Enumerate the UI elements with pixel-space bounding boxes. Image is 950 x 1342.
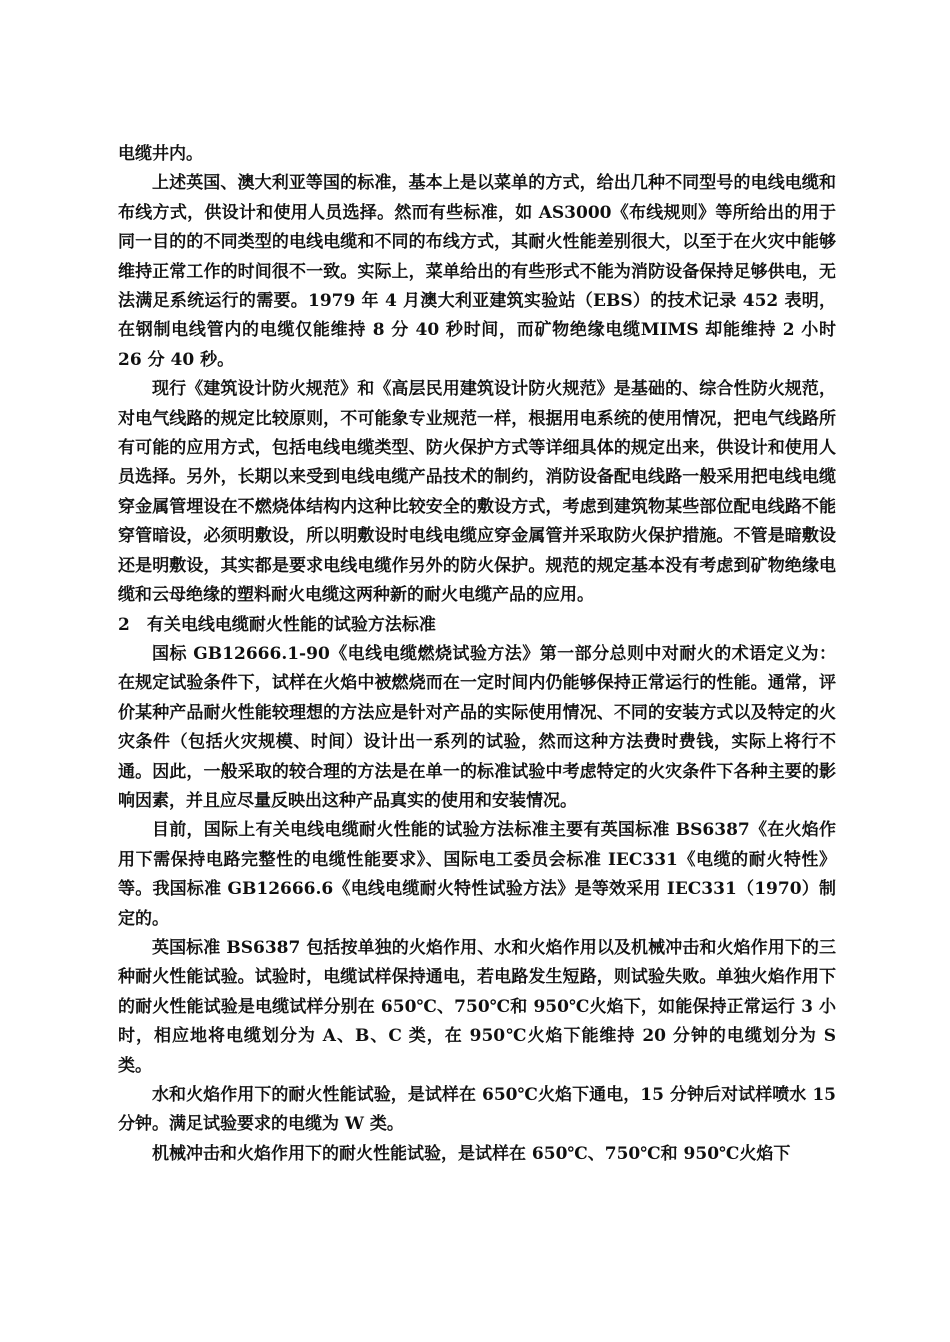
paragraph-foreign-standards: 上述英国、澳大利亚等国的标准，基本上是以菜单的方式，给出几种不同型号的电线电缆和布线方式，供设计和使用人员选择。然而有些标准，如 AS3000《布线规则》等所给出的用于同一目的的不同类型的电线电缆和不同的布线方式，其耐火性能差别很大，以至于在火灾中能够维持正常工作的时间很不一致。实际上，菜单给出的有些形式不能为消防设备保持足够供电，无法满足系统运行的需要。1979 年 4 月澳大利亚建筑实验站（EBS）的技术记录 452 表明，在钢制电线管内的电缆仅能维持 8 分 40 秒时间，而矿物绝缘电缆MIMS 却能维持 2 小时 26 分 40 秒。	[118, 173, 836, 370]
paragraph-bs6387: 英国标准 BS6387 包括按单独的火焰作用、水和火焰作用以及机械冲击和火焰作用下的三种耐火性能试验。试验时，电缆试样保持通电，若电路发生短路，则试验失败。单独火焰作用下的耐火性能试验是电缆试样分别在 650℃、750℃和 950℃火焰下，如能保持正常运行 3 小时，相应地将电缆划分为 A、B、C 类，在 950℃火焰下能维持 20 分钟的电缆划分为 S 类。	[118, 937, 836, 1076]
document-body	[118, 140, 836, 1169]
section-heading: 2 有关电线电缆耐火性能的试验方法标准	[118, 614, 436, 635]
paragraph-continuation: 电缆井内。	[118, 144, 203, 164]
paragraph-current-codes: 现行《建筑设计防火规范》和《高层民用建筑设计防火规范》是基础的、综合性防火规范，对电气线路的规定比较原则，不可能象专业规范一样，根据用电系统的使用情况，把电气线路所有可能的应用方式，包括电线电缆类型、防火保护方式等详细具体的规定出来，供设计和使用人员选择。另外，长期以来受到电线电缆产品技术的制约，消防设备配电线路一般采用把电线电缆穿金属管埋设在不燃烧体结构内这种比较安全的敷设方式，考虑到建筑物某些部位配电线路不能穿管暗设，必须明敷设，所以明敷设时电线电缆应穿金属管并采取防火保护措施。不管是暗敷设还是明敷设，其实都是要求电线电缆作另外的防火保护。规范的规定基本没有考虑到矿物绝缘电缆和云母绝缘的塑料耐火电缆这两种新的耐火电缆产品的应用。	[118, 379, 836, 606]
paragraph-international-standards: 目前，国际上有关电线电缆耐火性能的试验方法标准主要有英国标准 BS6387《在火焰作用下需保持电路完整性的电缆性能要求》、国际电工委员会标准 IEC331《电缆的耐火特性》等。我国标准 GB12666.6《电线电缆耐火特性试验方法》是等效采用 IEC331（1970）制定的。	[118, 820, 836, 929]
paragraph-mechanical-fire-test: 机械冲击和火焰作用下的耐火性能试验，是试样在 650℃、750℃和 950℃火焰下	[152, 1143, 791, 1164]
paragraph-gb-definition: 国标 GB12666.1-90《电线电缆燃烧试验方法》第一部分总则中对耐火的术语定义为：在规定试验条件下，试样在火焰中被燃烧而在一定时间内仍能够保持正常运行的性能。通常，评价某种产品耐火性能较理想的方法应是针对产品的实际使用情况、不同的安装方式以及特定的火灾条件（包括火灾规模、时间）设计出一系列的试验，然而这种方法费时费钱，实际上将行不通。因此，一般采取的较合理的方法是在单一的标准试验中考虑特定的火灾条件下各种主要的影响因素，并且应尽量反映出这种产品真实的使用和安装情况。	[118, 643, 836, 811]
paragraph-water-fire-test: 水和火焰作用下的耐火性能试验，是试样在 650℃火焰下通电，15 分钟后对试样喷水 15 分钟。满足试验要求的电缆为 W 类。	[118, 1085, 836, 1135]
